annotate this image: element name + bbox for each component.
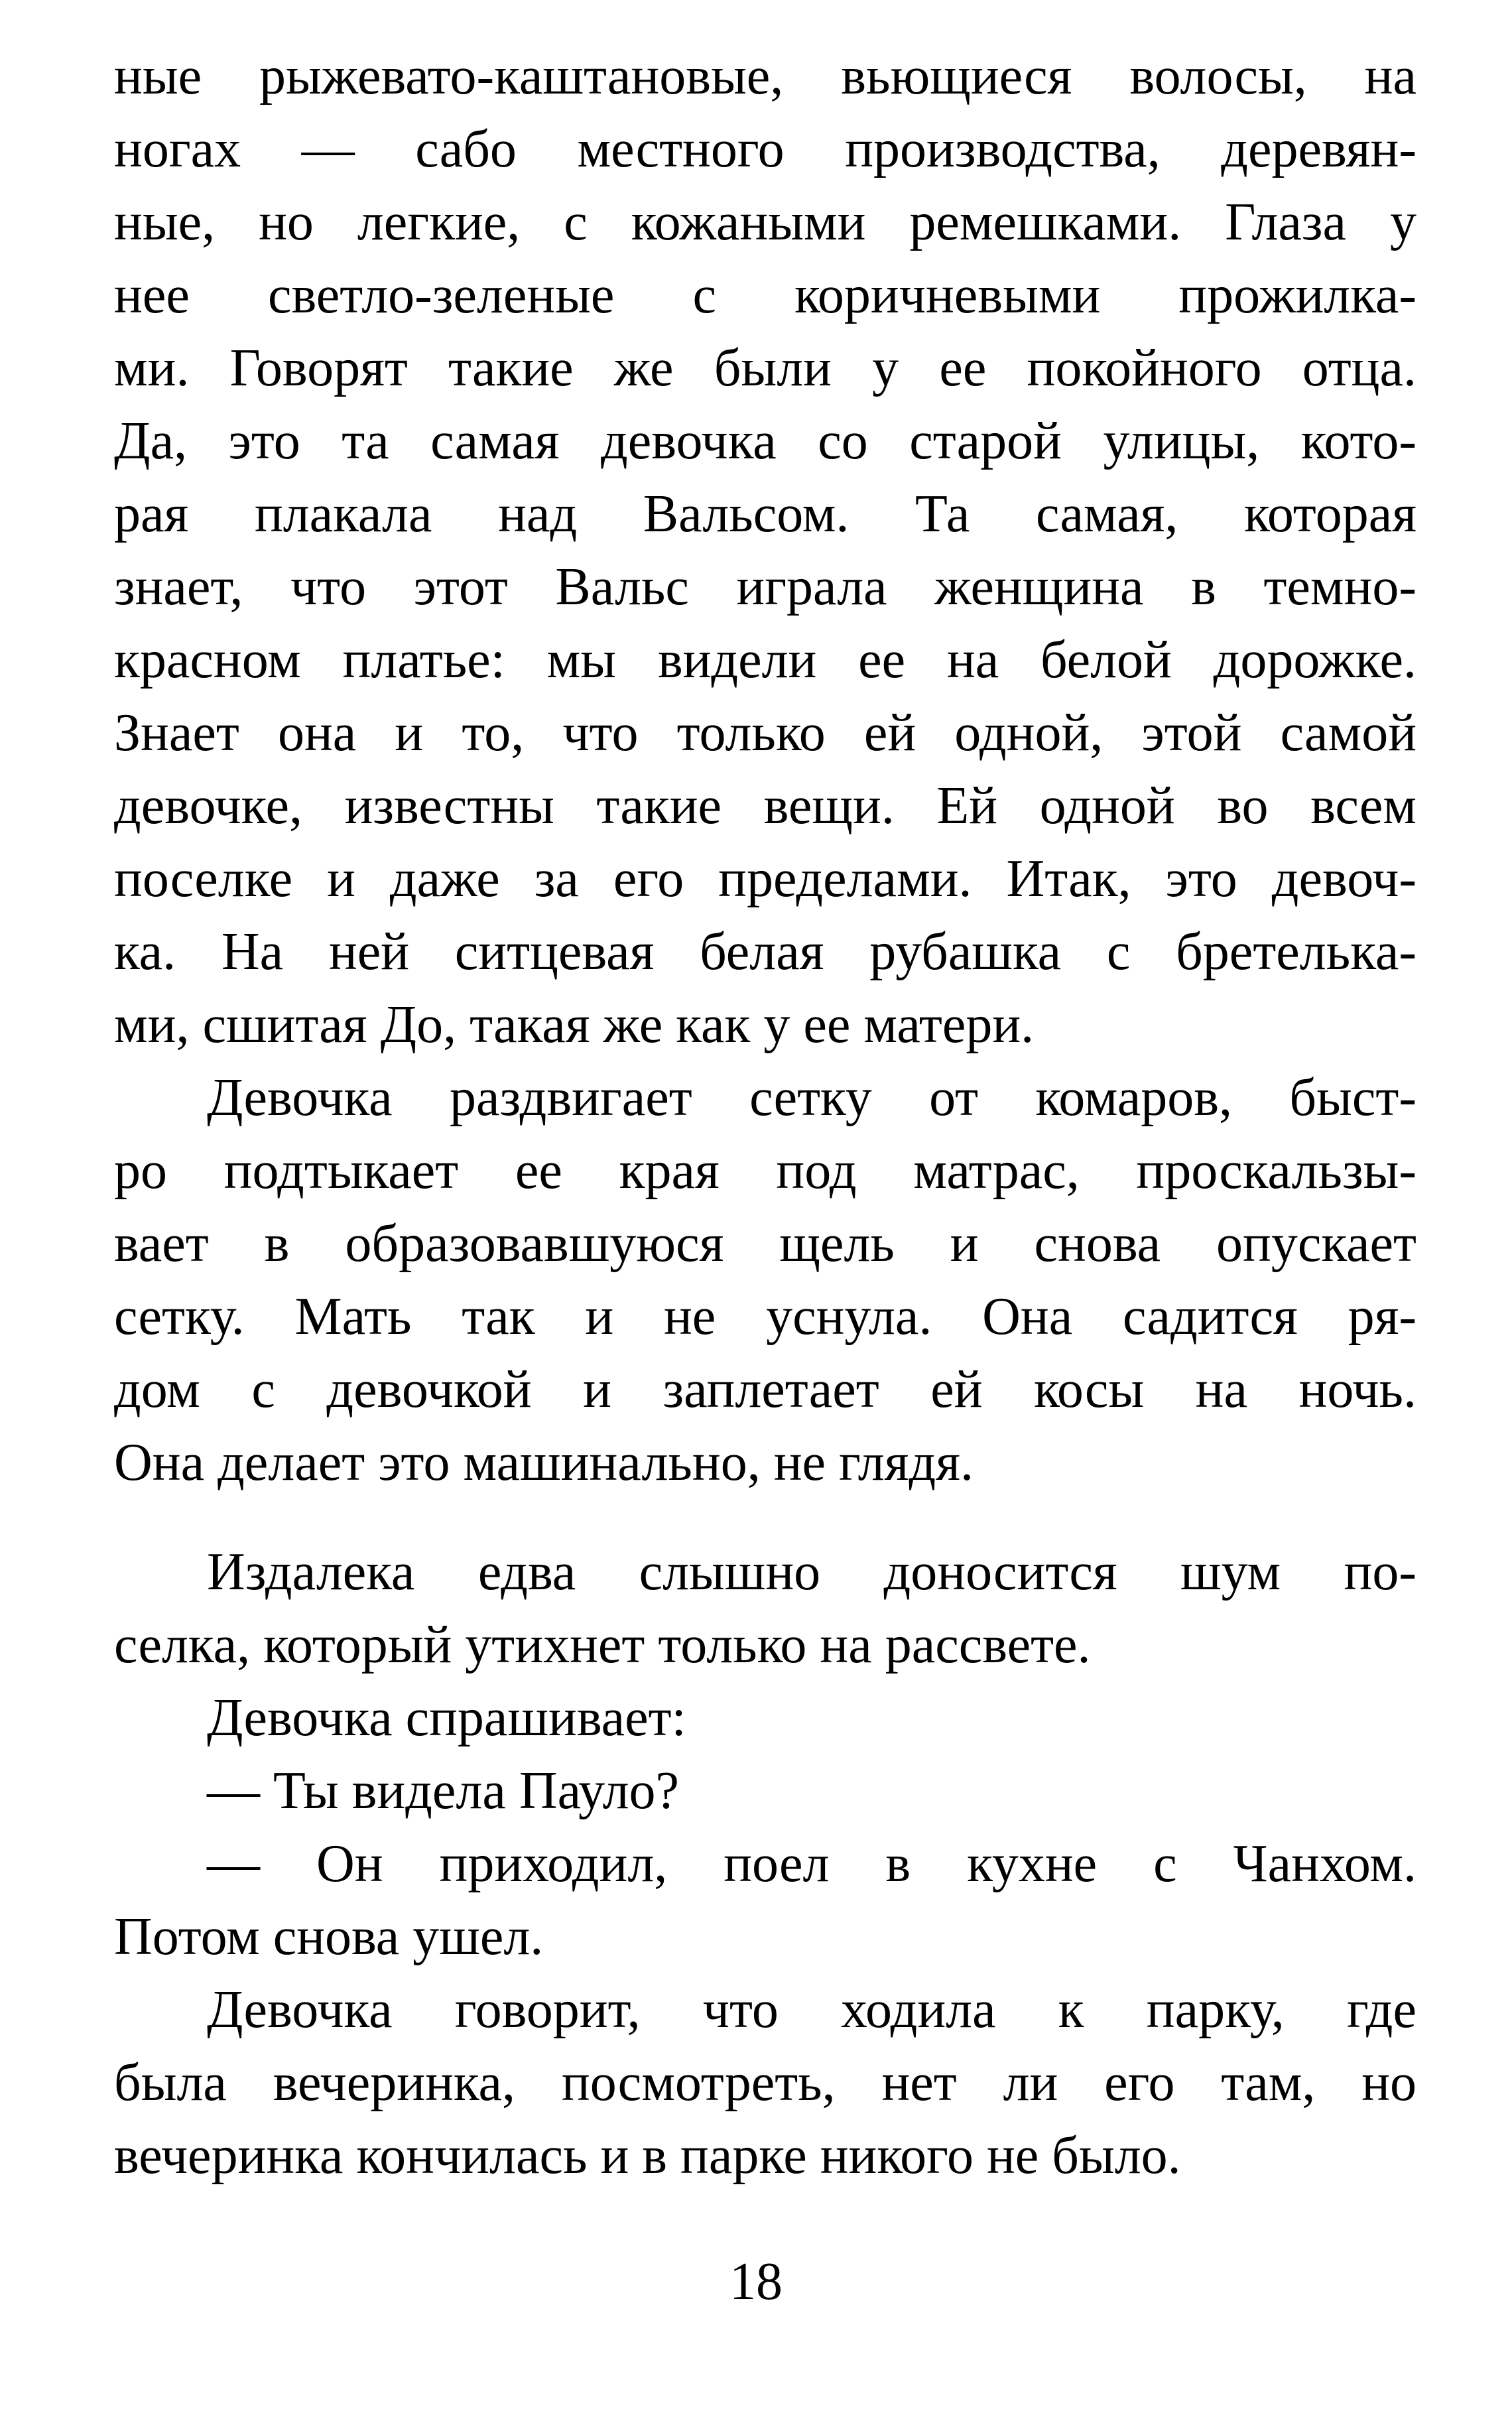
text-line: вечеринка кончилась и в парке никого не было. bbox=[114, 2127, 1181, 2185]
text-line: сетку. Мать так и не уснула. Она садится ря- bbox=[114, 1287, 1417, 1346]
text-line: поселке и даже за его пределами. Итак, это девоч- bbox=[114, 850, 1417, 908]
text-line: Да, это та самая девочка со старой улицы, кото- bbox=[114, 412, 1417, 470]
text-line: Она делает это машинально, не глядя. bbox=[114, 1433, 974, 1492]
text-line: рая плакала над Вальсом. Та самая, которая bbox=[114, 485, 1417, 543]
text-line: селка, который утихнет только на рассвете. bbox=[114, 1616, 1091, 1674]
text-line: — Он приходил, поел в кухне с Чанхом. bbox=[207, 1835, 1417, 1893]
text-line: красном платье: мы видели ее на белой дорожке. bbox=[114, 631, 1417, 689]
text-line: ро подтыкает ее края под матрас, проскальзы- bbox=[114, 1142, 1417, 1200]
text-line: — Ты видела Пауло? bbox=[207, 1762, 679, 1820]
text-block-1 bbox=[114, 40, 1417, 1499]
text-line: ногах — сабо местного производства, деревян- bbox=[114, 120, 1417, 178]
text-line: вает в образовавшуюся щель и снова опускает bbox=[114, 1215, 1417, 1273]
text-line: ми, сшитая До, такая же как у ее матери. bbox=[114, 996, 1035, 1054]
text-line: девочке, известны такие вещи. Ей одной во всем bbox=[114, 777, 1417, 835]
text-line: ка. На ней ситцевая белая рубашка с бретелька- bbox=[114, 923, 1417, 981]
text-line: дом с девочкой и заплетает ей косы на ночь. bbox=[114, 1360, 1417, 1419]
text-line: Издалека едва слышно доносится шум по- bbox=[207, 1543, 1417, 1601]
text-line: ные рыжевато-каштановые, вьющиеся волосы, на bbox=[114, 47, 1417, 105]
text-block-2 bbox=[114, 1536, 1417, 2192]
text-line: Знает она и то, что только ей одной, этой самой bbox=[114, 704, 1417, 762]
text-line: Девочка говорит, что ходила к парку, где bbox=[207, 1981, 1417, 2039]
text-line: Девочка раздвигает сетку от комаров, быст- bbox=[207, 1069, 1417, 1127]
text-line: нее светло-зеленые с коричневыми прожилка- bbox=[114, 266, 1417, 324]
page-number: 18 bbox=[729, 2253, 783, 2311]
text-line: ные, но легкие, с кожаными ремешками. Глаза у bbox=[114, 193, 1417, 251]
text-line: знает, что этот Вальс играла женщина в темно- bbox=[114, 558, 1417, 616]
text-line: Девочка спрашивает: bbox=[207, 1689, 686, 1747]
text-line: ми. Говорят такие же были у ее покойного отца. bbox=[114, 339, 1417, 397]
text-line: была вечеринка, посмотреть, нет ли его там, но bbox=[114, 2054, 1417, 2112]
text-line: Потом снова ушел. bbox=[114, 1908, 544, 1966]
